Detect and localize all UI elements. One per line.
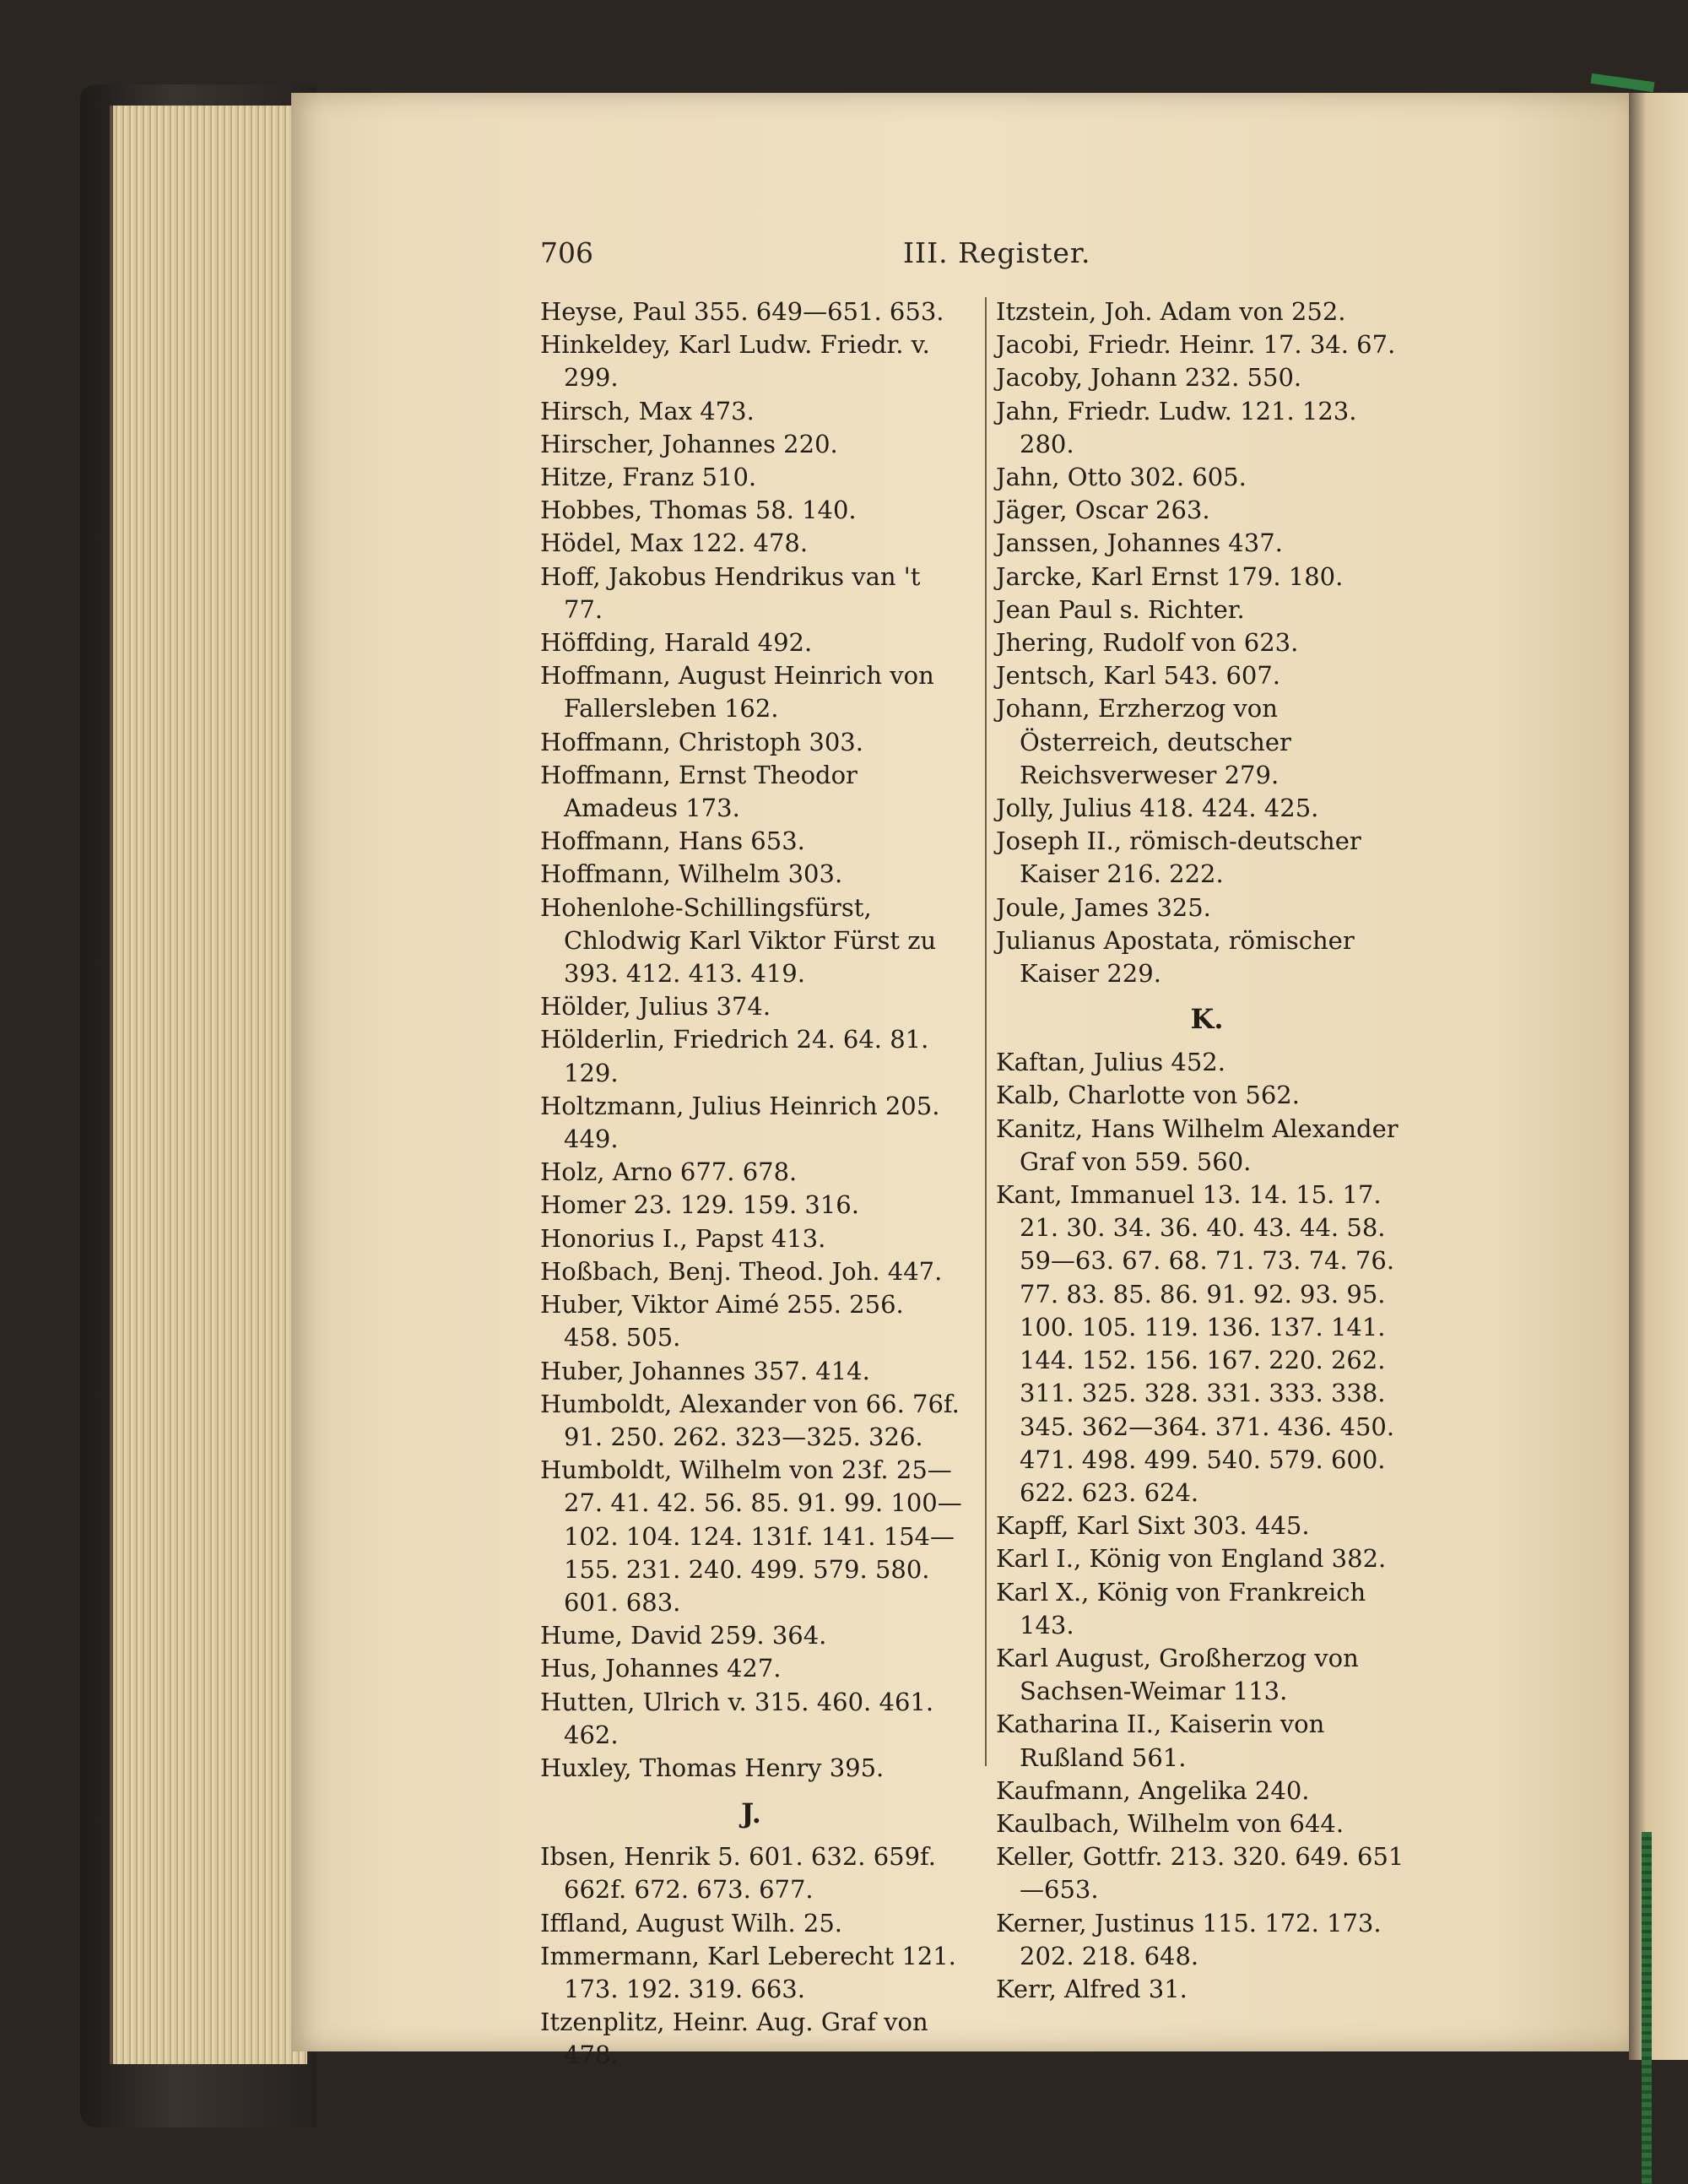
index-entry: Kanitz, Hans Wilhelm Alexander Graf von 559. 560.: [996, 1114, 1399, 1176]
index-entry: Huber, Johannes 357. 414.: [540, 1356, 870, 1385]
index-entry: Hume, David 259. 364.: [540, 1621, 827, 1650]
index-column-left: [540, 295, 962, 2073]
index-entry: Honorius I., Papst 413.: [540, 1223, 826, 1253]
index-entry: Höffding, Harald 492.: [540, 628, 813, 658]
index-entry: Katharina II., Kaiserin von Rußland 561.: [996, 1710, 1325, 1772]
index-entry: Karl I., König von England 382.: [996, 1544, 1387, 1574]
index-entry: Hoffmann, Hans 653.: [540, 826, 805, 856]
index-entry: Ibsen, Henrik 5. 601. 632. 659f. 662f. 672. 673. 677.: [540, 1842, 936, 1905]
index-entry: Homer 23. 129. 159. 316.: [540, 1190, 859, 1220]
index-entry: Huxley, Thomas Henry 395.: [540, 1753, 885, 1782]
index-entry: Hoffmann, Christoph 303.: [540, 727, 863, 756]
index-entry: Karl August, Großherzog von Sachsen-Weimar 113.: [996, 1643, 1359, 1706]
index-entry: Itzstein, Joh. Adam von 252.: [996, 297, 1346, 326]
index-entry: Joule, James 325.: [996, 892, 1211, 922]
index-entry: Iffland, August Wilh. 25.: [540, 1908, 842, 1937]
index-entry: Hoffmann, August Heinrich von Fallersleben 162.: [540, 661, 934, 723]
index-entry: Johann, Erzherzog von Österreich, deutscher Reichsverweser 279.: [996, 694, 1291, 789]
page-number: 706: [540, 236, 593, 269]
index-entry: Joseph II., römisch-deutscher Kaiser 216. 222.: [996, 826, 1361, 889]
opposite-page-edge: [1629, 93, 1688, 2060]
index-entry: Heyse, Paul 355. 649—651. 653.: [540, 297, 944, 326]
index-entry: Kaulbach, Wilhelm von 644.: [996, 1808, 1344, 1838]
index-entry: Hoßbach, Benj. Theod. Joh. 447.: [540, 1256, 943, 1286]
running-title: III. Register.: [903, 236, 1091, 269]
section-letter: K.: [1190, 1003, 1224, 1036]
bookmark-ribbon: [1642, 1832, 1652, 2184]
index-entry: Jacobi, Friedr. Heinr. 17. 34. 67.: [996, 330, 1396, 360]
index-entry: Hirscher, Johannes 220.: [540, 429, 838, 458]
section-letter: J.: [741, 1797, 761, 1830]
index-entry: Immermann, Karl Leberecht 121. 173. 192. 319. 663.: [540, 1941, 956, 2003]
index-entry: Hohenlohe-Schillingsfürst, Chlodwig Karl Viktor Fürst zu 393. 412. 413. 419.: [540, 892, 937, 989]
index-entry: Jahn, Otto 302. 605.: [996, 463, 1247, 492]
index-entry: Hobbes, Thomas 58. 140.: [540, 496, 857, 525]
index-entry: Jentsch, Karl 543. 607.: [996, 661, 1281, 691]
index-entry: Itzenplitz, Heinr. Aug. Graf von 478.: [540, 2008, 928, 2070]
index-entry: Kaftan, Julius 452.: [996, 1048, 1225, 1077]
index-entry: Kerr, Alfred 31.: [996, 1974, 1188, 2003]
index-entry: Kapff, Karl Sixt 303. 445.: [996, 1511, 1310, 1541]
index-column-right: [996, 295, 1418, 2006]
index-entry: Humboldt, Wilhelm von 23f. 25—27. 41. 42. 56. 85. 91. 99. 100—102. 104. 124. 131f. 141. 154—155. 231. 240. 499. 579. 580. 601. 683.: [540, 1455, 962, 1617]
index-entry: Julianus Apostata, römischer Kaiser 229.: [996, 925, 1355, 989]
index-entry: Jolly, Julius 418. 424. 425.: [996, 794, 1319, 823]
index-entry: Hitze, Franz 510.: [540, 463, 757, 492]
index-entry: Hölder, Julius 374.: [540, 992, 771, 1022]
index-entry: Jhering, Rudolf von 623.: [996, 628, 1299, 658]
index-entry: Hödel, Max 122. 478.: [540, 528, 809, 558]
column-divider: [985, 297, 987, 1766]
index-entry: Jäger, Oscar 263.: [996, 496, 1210, 525]
index-entry: Kaufmann, Angelika 240.: [996, 1775, 1310, 1805]
index-entry: Janssen, Johannes 437.: [996, 528, 1283, 558]
index-entry: Jarcke, Karl Ernst 179. 180.: [996, 561, 1344, 591]
index-entry: Humboldt, Alexander von 66. 76f. 91. 250. 262. 323—325. 326.: [540, 1389, 960, 1451]
index-entry: Hoff, Jakobus Hendrikus van 't 77.: [540, 561, 921, 624]
index-entry: Hölderlin, Friedrich 24. 64. 81. 129.: [540, 1025, 929, 1087]
index-entry: Kant, Immanuel 13. 14. 15. 17. 21. 30. 34. 36. 40. 43. 44. 58. 59—63. 67. 68. 71. 73. 74. 76. 77. 83. 85. 86. 91. 92. 93. 95. 100. 105. 119. 136. 137. 141. 144. 152. 156. 167. 220. 262. 311. 325. 328. 331. 333. 338. 345. 362—364. 371. 436. 450. 471. 498. 499. 540. 579. 600. 622. 623. 624.: [996, 1180, 1395, 1507]
index-entry: Hutten, Ulrich v. 315. 460. 461. 462.: [540, 1687, 934, 1749]
index-entry: Huber, Viktor Aimé 255. 256. 458. 505.: [540, 1290, 904, 1352]
index-entry: Holtzmann, Julius Heinrich 205. 449.: [540, 1091, 940, 1154]
index-entry: Kerner, Justinus 115. 172. 173. 202. 218. 648.: [996, 1908, 1382, 1970]
index-entry: Hus, Johannes 427.: [540, 1654, 782, 1683]
index-entry: Jean Paul s. Richter.: [996, 594, 1245, 624]
index-entry: Kalb, Charlotte von 562.: [996, 1081, 1300, 1110]
bookmark-ribbon-top: [1591, 73, 1655, 92]
index-entry: Karl X., König von Frankreich 143.: [996, 1577, 1366, 1639]
index-entry: Jacoby, Johann 232. 550.: [996, 363, 1302, 393]
page-edges: [110, 106, 307, 2064]
index-entry: Jahn, Friedr. Ludw. 121. 123. 280.: [996, 396, 1357, 458]
running-header: [540, 236, 1604, 279]
index-entry: Hoffmann, Wilhelm 303.: [540, 859, 843, 889]
index-entry: Keller, Gottfr. 213. 320. 649. 651—653.: [996, 1842, 1404, 1905]
index-entry: Hoffmann, Ernst Theodor Amadeus 173.: [540, 760, 858, 823]
index-entry: Hirsch, Max 473.: [540, 396, 755, 425]
index-entry: Hinkeldey, Karl Ludw. Friedr. v. 299.: [540, 330, 930, 393]
index-entry: Holz, Arno 677. 678.: [540, 1157, 798, 1187]
